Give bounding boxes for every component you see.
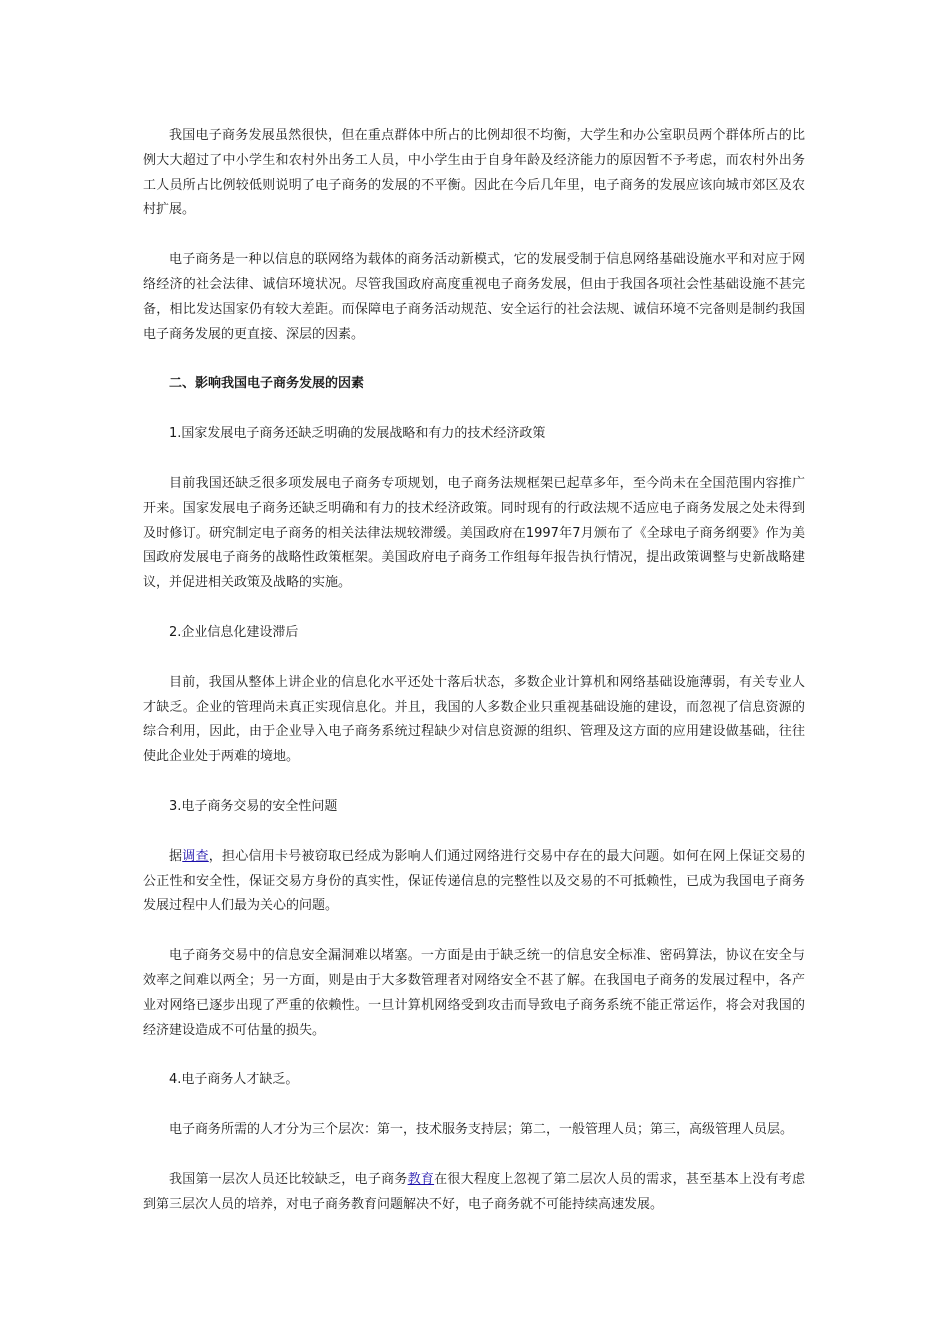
paragraph: 目前，我国从整体上讲企业的信息化水平还处十落后状态，多数企业计算机和网络基础设施薄弱，有关专业人才缺乏。企业的管理尚未真正实现信息化。并且，我国的人多数企业只重视基础设施的建设，而忽视了信息资源的综合利用，因此，由于企业导入电子商务系统过程缺少对信息资源的组织、管理及这方面的应用建设做基础，往往使此企业处于两难的境地。 — [143, 674, 805, 765]
paragraph: 我国电子商务发展虽然很快，但在重点群体中所占的比例却很不均衡，大学生和办公室职员两个群体所占的比例大大超过了中小学生和农村外出务工人员，中小学生由于自身年龄及经济能力的原因暂不予考虑，而农村外出务工人员所占比例较低则说明了电子商务的发展的不平衡。因此在今后几年里，电子商务的发展应该向城市郊区及农村扩展。 — [143, 128, 805, 218]
paragraph-text: 在很大程度上忽视了第二层次人员的需求，甚至基本上没有考虑到第三层次人员的培养，对电子商务教育问题解决不好，电子商务就不可能持续高速发展。 — [143, 1171, 805, 1212]
paragraph: 目前我国还缺乏很多项发展电子商务专项规划，电子商务法规框架已起草多年，至今尚未在全国范围内容推广开来。国家发展电子商务还缺乏明确和有力的技术经济政策。同时现有的行政法规不适应电子商务发展之处未得到及时修订。研究制定电子商务的相关法律法规较滞缓。美国政府在1997年7月颁布了《全球电子商务纲要》作为美国政府发展电子商务的战略性政策框架。美国政府电子商务工作组每年报告执行情况，提出政策调整与史新战略建议，并促进相关政策及战略的实施。 — [143, 475, 805, 591]
subsection-heading: 4.电子商务人才缺乏。 — [169, 1072, 299, 1088]
paragraph-text: ，担心信用卡号被窃取已经成为影响人们通过网络进行交易中存在的最大问题。如何在网上保证交易的公正性和安全性，保证交易方身份的真实性，保证传递信息的完整性以及交易的不可抵赖性，已成为我国电子商务发展过程中人们最为关心的问题。 — [143, 848, 805, 914]
section-heading: 二、影响我国电子商务发展的因素 — [169, 376, 365, 392]
subsection-heading: 3.电子商务交易的安全性问题 — [169, 798, 338, 814]
survey-link[interactable]: 调查 — [182, 848, 209, 864]
paragraph-with-link — [143, 1168, 805, 1218]
subsection-heading: 2.企业信息化建设滞后 — [169, 624, 299, 640]
subsection-heading: 1.国家发展电子商务还缺乏明确的发展战略和有力的技术经济政策 — [169, 426, 546, 442]
paragraph-text: 我国第一层次人员还比较缺乏，电子商务 — [169, 1171, 408, 1187]
paragraph-text: 据 — [169, 848, 183, 864]
education-link[interactable]: 教育 — [407, 1171, 435, 1187]
paragraph: 电子商务是一种以信息的联网络为载体的商务活动新模式，它的发展受制于信息网络基础设施水平和对应于网络经济的社会法律、诚信环境状况。尽管我国政府高度重视电子商务发展，但由于我国各项社会性基础设施不甚完备，相比发达国家仍有较大差距。而保障电子商务活动规范、安全运行的社会法规、诚信环境不完备则是制约我国电子商务发展的更直接、深层的因素。 — [143, 252, 805, 342]
paragraph: 电子商务交易中的信息安全漏洞难以堵塞。一方面是由于缺乏统一的信息安全标准、密码算法，协议在安全与效率之间难以两全；另一方面，则是由于大多数管理者对网络安全不甚了解。在我国电子商务的发展过程中，各产业对网络已逐步出现了严重的依赖性。一旦计算机网络受到攻击而导致电子商务系统不能正常运作，将会对我国的经济建设造成不可估量的损失。 — [143, 948, 805, 1038]
document-body — [143, 124, 805, 1218]
paragraph: 电子商务所需的人才分为三个层次：第一，技术服务支持层；第二，一般管理人员；第三，高级管理人员层。 — [169, 1122, 794, 1138]
paragraph-with-link — [143, 845, 805, 919]
